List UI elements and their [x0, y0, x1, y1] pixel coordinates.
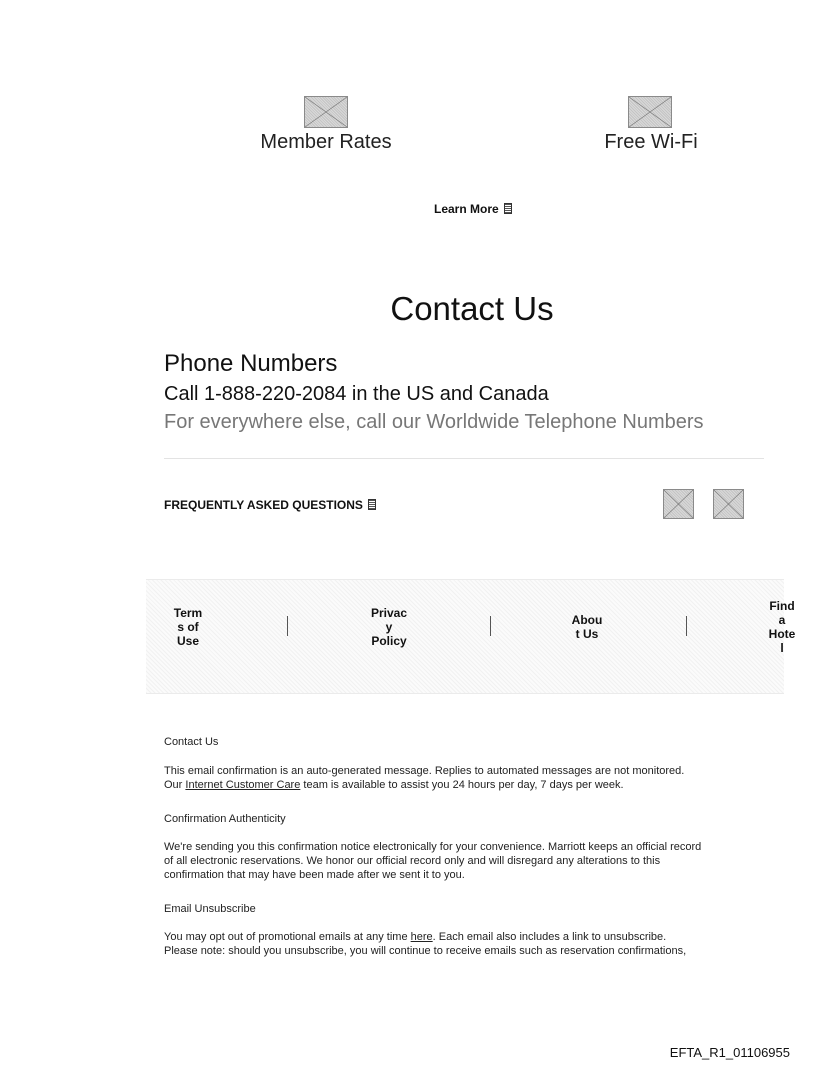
find-hotel-line: Hote [768, 627, 796, 641]
arrow-glyph-icon [368, 499, 376, 510]
member-rates-label: Member Rates [260, 131, 392, 153]
privacy-policy-link[interactable] [362, 606, 416, 648]
authenticity-notice [164, 840, 784, 882]
about-us-link[interactable] [564, 613, 610, 641]
privacy-line: y [385, 620, 393, 634]
learn-more-label: Learn More [434, 202, 499, 216]
authenticity-line-2: of all electronic reservations. We honor our official record only and will disregard any alterations to this [164, 855, 661, 867]
text-segment: team is available to assist you 24 hours per day, 7 days per week. [300, 779, 624, 791]
about-line: t Us [575, 627, 599, 641]
terms-line: Term [173, 606, 203, 620]
nav-separator [686, 616, 687, 636]
find-hotel-line: a [778, 613, 786, 627]
us-canada-phone-line: Call 1-888-220-2084 in the US and Canada [164, 383, 549, 405]
unsubscribe-line-2: Please note: should you unsubscribe, you will continue to receive emails such as reservation confirmations, [164, 945, 687, 957]
internet-customer-care-link[interactable]: Internet Customer Care [185, 779, 301, 791]
unsubscribe-line-1 [164, 930, 784, 944]
email-unsubscribe-label: Email Unsubscribe [164, 903, 256, 915]
social-image-icon[interactable] [713, 489, 744, 519]
worldwide-numbers-link[interactable]: For everywhere else, call our Worldwide Telephone Numbers [164, 411, 704, 433]
arrow-glyph-icon [504, 203, 512, 214]
authenticity-line-1: We're sending you this confirmation notice electronically for your convenience. Marriott keeps an official record [164, 841, 702, 853]
privacy-line: Policy [371, 634, 407, 648]
nav-separator [287, 616, 288, 636]
text-segment: . Each email also includes a link to unsubscribe. [432, 931, 667, 943]
footer-nav-bar [146, 579, 784, 694]
learn-more-link[interactable] [434, 202, 512, 216]
free-wifi-label: Free Wi-Fi [604, 131, 698, 153]
contact-us-footer-label: Contact Us [164, 736, 219, 748]
find-a-hotel-link[interactable] [764, 599, 800, 655]
faq-label: FREQUENTLY ASKED QUESTIONS [164, 498, 363, 512]
terms-of-use-link[interactable] [164, 606, 212, 648]
nav-separator [490, 616, 491, 636]
text-segment: You may opt out of promotional emails at any time [164, 931, 411, 943]
unsubscribe-notice [164, 930, 784, 958]
about-line: Abou [571, 613, 603, 627]
faq-link[interactable] [164, 498, 376, 512]
authenticity-line-3: confirmation that may have been made after we sent it to you. [164, 869, 465, 881]
terms-line: s of [177, 620, 199, 634]
auto-message-line-1: This email confirmation is an auto-generated message. Replies to automated messages are not monitored. [164, 765, 685, 777]
confirmation-authenticity-label: Confirmation Authenticity [164, 813, 286, 825]
unsubscribe-here-link[interactable]: here [410, 931, 433, 943]
member-rates-image-icon [304, 96, 348, 128]
free-wifi-image-icon [628, 96, 672, 128]
privacy-line: Privac [370, 606, 408, 620]
auto-message-line-2 [164, 778, 784, 792]
find-hotel-line: l [780, 641, 784, 655]
auto-message-notice [164, 764, 784, 792]
text-segment: Our [164, 779, 186, 791]
social-image-icon[interactable] [663, 489, 694, 519]
phone-numbers-title: Phone Numbers [164, 350, 338, 377]
terms-line: Use [176, 634, 199, 648]
section-divider [164, 458, 764, 459]
find-hotel-line: Find [769, 599, 795, 613]
document-id-tag: EFTA_R1_01106955 [669, 1045, 790, 1060]
contact-us-heading: Contact Us [390, 290, 554, 327]
